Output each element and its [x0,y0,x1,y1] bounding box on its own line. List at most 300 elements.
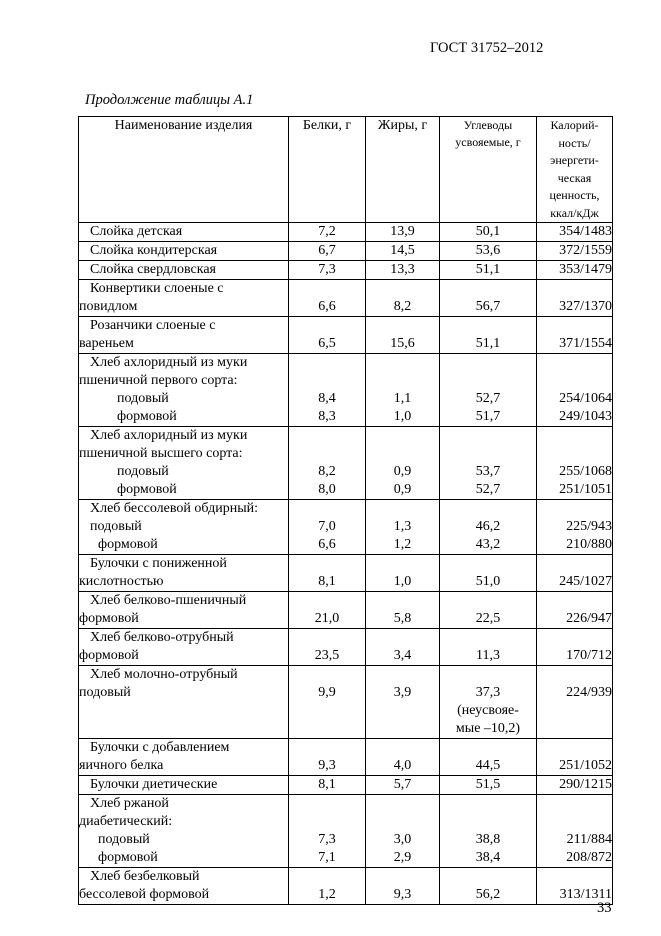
cell-fat-line [366,666,439,684]
cell-name [79,629,289,666]
cell-protein [289,280,366,317]
cell-name [79,776,289,795]
cell-fat-line [366,813,439,831]
cell-carbs [440,261,537,280]
cell-fat [366,555,440,592]
cell-fat-line [366,739,439,757]
cell-carbs-line: 46,2 [475,519,501,534]
cell-name-line: формовой [117,482,177,497]
cell-energy-line [537,592,612,610]
cell-name [79,280,289,317]
cell-protein-line: 7,3 [318,262,336,277]
cell-energy-line [537,354,612,372]
cell-energy-line: 170/712 [566,648,612,663]
cell-fat-line [366,702,439,720]
cell-name-line: Хлеб безбелковый [90,869,200,884]
cell-protein [289,317,366,354]
cell-protein [289,868,366,905]
cell-fat-line [366,555,439,573]
cell-protein-line: 7,3 [318,832,336,847]
cell-carbs-line: 43,2 [475,537,501,552]
cell-protein-line [289,739,365,757]
cell-name-line: подовый [90,519,142,534]
cell-name-line: формовой [98,850,158,865]
cell-name [79,354,289,427]
cell-protein [289,666,366,739]
cell-fat [366,427,440,500]
cell-carbs-line: мые –10,2) [455,721,521,736]
cell-protein-line: 6,6 [318,299,336,314]
cell-fat [366,223,440,242]
cell-carbs-line [440,868,536,886]
cell-energy-line [537,666,612,684]
cell-energy-line: 354/1483 [559,224,612,239]
cell-name-line [79,702,288,720]
cell-energy [537,868,613,905]
cell-carbs [440,795,537,868]
cell-fat [366,280,440,317]
cell-carbs-line [440,354,536,372]
cell-fat-line: 1,0 [393,409,412,424]
cell-protein [289,776,366,795]
cell-carbs [440,242,537,261]
cell-protein [289,354,366,427]
cell-energy [537,354,613,427]
cell-protein-line [289,445,365,463]
table-row [79,795,613,868]
cell-protein-line [289,317,365,335]
cell-energy-line: 353/1479 [559,262,612,277]
cell-energy-line [537,739,612,757]
cell-carbs [440,739,537,776]
cell-energy-line [537,427,612,445]
cell-carbs-line [440,445,536,463]
cell-fat-line [366,445,439,463]
cell-name [79,242,289,261]
cell-name-line: подовый [117,464,169,479]
cell-protein-line: 23,5 [314,648,340,663]
cell-carbs [440,223,537,242]
cell-name-line: подовый [98,832,150,847]
cell-protein-line [289,555,365,573]
cell-fat-line: 2,9 [393,850,412,865]
cell-protein-line [289,280,365,298]
cell-carbs-line [440,813,536,831]
cell-carbs-line: 56,2 [475,887,501,902]
table-row [79,739,613,776]
cell-protein-line: 6,7 [318,243,336,258]
cell-energy-line: 371/1554 [559,336,612,351]
cell-protein [289,739,366,776]
cell-fat-line: 1,2 [393,537,412,552]
cell-carbs [440,776,537,795]
cell-carbs-line [440,795,536,813]
cell-name [79,223,289,242]
cell-fat-line [366,720,439,738]
cell-protein-line: 9,3 [318,758,336,773]
cell-carbs-line [440,427,536,445]
cell-fat-line: 1,1 [393,391,412,406]
header-carbs [440,117,537,223]
cell-name-line: Булочки с пониженной [90,556,227,571]
table-row [79,592,613,629]
cell-energy-line: 211/884 [566,832,612,847]
cell-fat [366,868,440,905]
cell-energy-line [537,317,612,335]
cell-fat-line: 13,3 [390,262,415,277]
cell-carbs [440,280,537,317]
cell-fat-line: 14,5 [390,243,415,258]
cell-fat-line: 15,6 [390,336,415,351]
cell-protein-line: 6,5 [318,336,336,351]
cell-carbs [440,317,537,354]
cell-energy-line: 225/943 [566,519,612,534]
cell-carbs-line: (неусвояе- [457,703,519,718]
table-row [79,500,613,555]
cell-fat-line: 5,7 [393,777,412,792]
cell-protein-line: 8,2 [318,464,336,479]
cell-protein-line: 8,1 [318,777,336,792]
cell-name-line: пшеничной высшего сорта: [79,446,243,461]
cell-energy-line [537,445,612,463]
cell-carbs-line [440,555,536,573]
cell-carbs-line: 38,4 [475,850,501,865]
table-row [79,280,613,317]
cell-carbs-line: 52,7 [475,482,501,497]
nutrition-table [78,116,613,905]
cell-protein-line: 6,6 [318,537,336,552]
cell-energy-line [537,868,612,886]
cell-energy [537,776,613,795]
cell-carbs-line: 44,5 [475,758,501,773]
cell-name-line: Булочки диетические [90,777,218,792]
cell-name [79,261,289,280]
cell-carbs [440,592,537,629]
cell-carbs-line [440,500,536,518]
cell-carbs-line: 22,5 [475,611,501,626]
cell-name-line: формовой [79,648,139,663]
cell-name [79,739,289,776]
cell-energy [537,223,613,242]
table-row [79,555,613,592]
cell-protein-line [289,795,365,813]
cell-name [79,592,289,629]
table-row [79,427,613,500]
header-energy-line: ность/ [558,135,591,150]
cell-name-line: Хлеб белково-пшеничный [90,593,247,608]
cell-energy-line: 290/1215 [559,777,612,792]
cell-protein-line: 7,1 [318,850,336,865]
cell-energy-line: 251/1051 [559,482,612,497]
cell-name-line: Слойка детская [90,224,183,239]
cell-name-line: пшеничной первого сорта: [79,373,238,388]
cell-name-line: Конвертики слоеные с [90,281,224,296]
cell-carbs [440,629,537,666]
header-energy-line: ккал/кДж [550,205,599,220]
cell-carbs-line: 51,1 [475,262,501,277]
table-row [79,666,613,739]
header-energy [537,117,613,223]
cell-energy-line [537,813,612,831]
cell-carbs-line: 37,3 [475,685,501,700]
cell-energy-line [537,795,612,813]
table-row [79,776,613,795]
cell-protein-line: 8,0 [318,482,336,497]
cell-name-line: диабетический: [79,814,173,829]
cell-carbs-line: 52,7 [475,391,501,406]
cell-energy-line [537,280,612,298]
cell-carbs-line: 51,1 [475,336,501,351]
cell-name-line: Хлеб белково-отрубный [90,630,234,645]
cell-protein [289,795,366,868]
cell-energy [537,739,613,776]
cell-energy [537,427,613,500]
cell-energy-line: 224/939 [566,685,612,700]
header-carbs-line: усвояемые, [455,135,513,149]
cell-protein-line [289,813,365,831]
cell-fat-line: 9,3 [393,887,412,902]
cell-fat-line: 13,9 [390,224,415,239]
cell-name-line: Булочки с добавлением [90,740,230,755]
cell-energy-line: 251/1052 [559,758,612,773]
cell-fat-line: 4,0 [393,758,412,773]
cell-protein-line [289,500,365,518]
cell-energy-line: 313/1311 [559,887,612,902]
cell-protein [289,592,366,629]
cell-fat [366,776,440,795]
cell-energy-line: 372/1559 [559,243,612,258]
cell-protein-line [289,427,365,445]
table-row [79,223,613,242]
cell-protein-line [289,702,365,720]
cell-fat-line: 3,0 [393,832,412,847]
cell-energy-line: 254/1064 [559,391,612,406]
cell-fat-line [366,500,439,518]
cell-carbs [440,666,537,739]
cell-protein [289,500,366,555]
cell-energy [537,666,613,739]
cell-energy [537,629,613,666]
cell-name [79,555,289,592]
cell-protein [289,261,366,280]
cell-protein-line: 8,1 [318,574,336,589]
cell-fat-line: 8,2 [393,299,412,314]
page-number: 33 [597,900,612,916]
cell-fat-line: 0,9 [393,482,412,497]
cell-protein-line [289,720,365,738]
cell-name-line: Слойка кондитерская [90,243,218,258]
cell-name-line: кислотностью [79,574,164,589]
cell-protein [289,223,366,242]
cell-energy-line [537,720,612,738]
cell-name-line: Хлеб ржаной [90,796,169,811]
cell-fat-line: 3,4 [393,648,412,663]
cell-carbs-line: 50,1 [475,224,501,239]
cell-carbs-line: 38,8 [475,832,501,847]
cell-name-line: Хлеб ахлоридный из муки [90,428,248,443]
cell-name [79,868,289,905]
cell-energy [537,795,613,868]
cell-fat-line: 1,0 [393,574,412,589]
table-row [79,317,613,354]
cell-energy-line: 255/1068 [559,464,612,479]
cell-name-line: Слойка свердловская [90,262,216,277]
cell-energy-line [537,555,612,573]
cell-energy-line [537,500,612,518]
cell-protein [289,427,366,500]
cell-fat-line: 3,9 [393,685,412,700]
cell-fat [366,317,440,354]
cell-name-line: Хлеб бессолевой обдирный: [90,501,259,516]
cell-carbs-line: 51,5 [475,777,501,792]
cell-name-line: бессолевой формовой [79,887,210,902]
table-row [79,242,613,261]
cell-carbs-line [440,372,536,390]
cell-protein-line [289,868,365,886]
cell-energy-line: 210/880 [566,537,612,552]
cell-name-line: повидлом [79,299,138,314]
cell-fat-line: 0,9 [393,464,412,479]
cell-name-line: вареньем [79,336,134,351]
cell-name-line: Розанчики слоеные с [90,318,216,333]
cell-fat-line [366,629,439,647]
table-header-row [79,117,613,223]
cell-fat-line [366,427,439,445]
cell-carbs [440,427,537,500]
cell-name [79,317,289,354]
table-row [79,868,613,905]
cell-energy-line [537,702,612,720]
table-row [79,629,613,666]
cell-energy-line [537,629,612,647]
cell-carbs [440,500,537,555]
cell-energy-line: 226/947 [566,611,612,626]
cell-protein-line: 7,0 [318,519,336,534]
cell-fat [366,354,440,427]
cell-carbs [440,868,537,905]
cell-energy-line: 249/1043 [559,409,612,424]
cell-fat-line: 5,8 [393,611,412,626]
table-row [79,354,613,427]
cell-energy [537,317,613,354]
header-fat: Жиры, г [366,117,440,223]
cell-fat [366,795,440,868]
cell-name-line: формовой [117,409,177,424]
cell-carbs-line [440,666,536,684]
table-row [79,261,613,280]
cell-protein-line: 1,2 [318,887,336,902]
cell-carbs-line: 11,3 [476,648,500,663]
cell-energy [537,242,613,261]
cell-carbs [440,555,537,592]
cell-protein-line: 8,4 [318,391,336,406]
cell-protein-line [289,592,365,610]
cell-name-line: подовый [117,391,169,406]
table-caption: Продолжение таблицы А.1 [85,92,254,108]
cell-protein-line [289,666,365,684]
header-carbs-line: Углеводы [463,118,513,132]
cell-protein-line [289,372,365,390]
cell-name [79,795,289,868]
cell-carbs-line [440,280,536,298]
cell-energy [537,280,613,317]
cell-energy [537,261,613,280]
cell-carbs-line [440,592,536,610]
cell-name-line: Хлеб молочно-отрубный [90,667,238,682]
cell-protein-line: 8,3 [318,409,336,424]
cell-fat [366,666,440,739]
header-energy-line: энергети- [550,153,599,167]
cell-protein [289,242,366,261]
cell-protein [289,629,366,666]
cell-fat-line: 1,3 [393,519,412,534]
cell-fat-line [366,372,439,390]
cell-carbs-line [440,629,536,647]
cell-name-line: подовый [79,685,131,700]
cell-name-line: Хлеб ахлоридный из муки [90,355,248,370]
cell-name [79,666,289,739]
cell-fat-line [366,592,439,610]
cell-fat [366,242,440,261]
cell-name [79,500,289,555]
cell-energy [537,500,613,555]
cell-fat-line [366,868,439,886]
cell-protein-line: 21,0 [314,611,340,626]
cell-energy-line: 245/1027 [559,574,612,589]
cell-protein-line [289,354,365,372]
cell-carbs-line: 56,7 [475,299,501,314]
cell-name-line: формовой [79,611,139,626]
cell-energy-line: 208/872 [566,850,612,865]
cell-fat-line [366,795,439,813]
cell-energy [537,592,613,629]
cell-carbs-line: 51,0 [475,574,501,589]
cell-energy-line [537,372,612,390]
cell-fat [366,739,440,776]
cell-carbs [440,354,537,427]
cell-fat [366,500,440,555]
cell-name-line: формовой [98,537,158,552]
cell-fat [366,629,440,666]
cell-name-line: яичного белка [79,758,164,773]
cell-name-line [79,720,288,738]
cell-fat [366,592,440,629]
header-energy-line: ценность, [549,188,600,202]
cell-carbs-line [440,317,536,335]
header-energy-line: ческая [557,170,592,185]
cell-energy-line: 327/1370 [559,299,612,314]
header-energy-line: Калорий- [550,118,599,132]
header-name: Наименование изделия [79,117,289,223]
cell-carbs-line: 51,7 [475,409,501,424]
cell-fat [366,261,440,280]
cell-carbs-line [440,739,536,757]
cell-fat-line [366,317,439,335]
cell-protein [289,555,366,592]
header-protein: Белки, г [289,117,366,223]
cell-fat-line [366,354,439,372]
cell-protein-line: 9,9 [318,685,336,700]
cell-carbs-line: 53,6 [475,243,501,258]
header-carbs-line: г [515,135,521,149]
cell-name [79,427,289,500]
cell-protein-line [289,629,365,647]
cell-protein-line: 7,2 [318,224,336,239]
document-code: ГОСТ 31752–2012 [430,40,544,56]
cell-fat-line [366,280,439,298]
cell-energy [537,555,613,592]
cell-carbs-line: 53,7 [475,464,501,479]
